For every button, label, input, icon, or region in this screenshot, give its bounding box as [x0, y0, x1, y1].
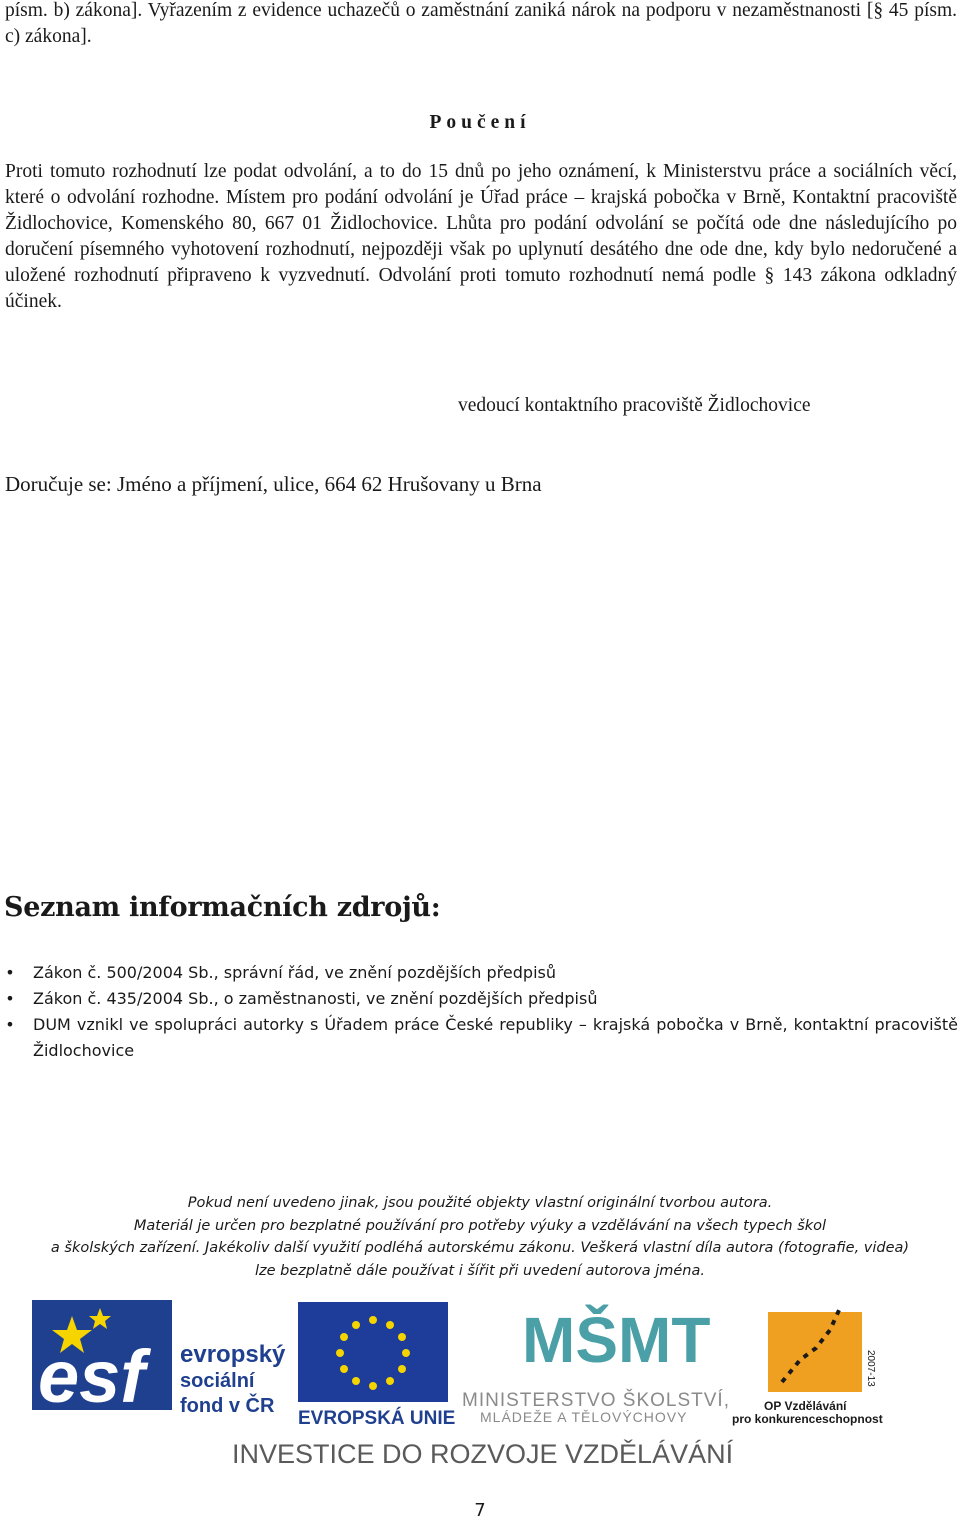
- bullet-icon: •: [5, 963, 15, 982]
- source-text: Zákon č. 435/2004 Sb., o zaměstnanosti, ve znění pozdějších předpisů: [33, 989, 598, 1008]
- esf-mark: esf: [38, 1335, 145, 1418]
- eu-label: EVROPSKÁ UNIE: [298, 1408, 456, 1429]
- op-years: 2007-13: [865, 1350, 876, 1387]
- op-line-2: pro konkurenceschopnost: [732, 1412, 883, 1426]
- source-text: Zákon č. 500/2004 Sb., správní řád, ve znění pozdějších předpisů: [33, 963, 556, 982]
- heading-pouceni: Poučení: [429, 112, 531, 133]
- list-item: [5, 986, 958, 1012]
- appeal-paragraph: Proti tomuto rozhodnutí lze podat odvolání, a to do 15 dnů po jeho oznámení, k Ministerstvu práce a sociálních věcí, které o odvolání rozhodne. Místem pro podání odvolání je Úřad práce – krajská pobočka v Brně, Kontaktní pracoviště Židlochovice, Komenského 80, 667 01 Židlochovice. Lhůta pro podání odvolání se počítá ode dne následujícího po doručení písemného vyhotovení rozhodnutí, nejpozději však po uplynutí desátého dne ode dne, kdy bylo nedoručené a uložené rozhodnutí připraveno k vyzvednutí. Odvolání proti tomuto rozhodnutí nemá podle § 143 zákona odkladný účinek.: [5, 161, 957, 312]
- list-item: [5, 960, 958, 986]
- msmt-mark: MŠMT: [522, 1304, 711, 1376]
- sources-list: [5, 960, 958, 1064]
- page-number: 7: [474, 1500, 486, 1521]
- esf-line-3: fond v ČR: [180, 1395, 275, 1417]
- disclaimer-line: Pokud není uvedeno jinak, jsou použité objekty vlastní originální tvorbou autora.: [187, 1195, 773, 1211]
- msmt-line-2: MLÁDEŽE A TĚLOVÝCHOVY: [480, 1409, 688, 1425]
- list-item: [5, 1012, 958, 1064]
- op-logo: [732, 1308, 883, 1426]
- esf-logo: [32, 1300, 286, 1418]
- signature-line: vedoucí kontaktního pracoviště Židlochovice: [458, 395, 811, 416]
- disclaimer-line: a školských zařízení. Jakékoliv další využití podléhá autorskému zákonu. Veškerá vlastní díla autora (fotografie, videa): [50, 1240, 910, 1256]
- disclaimer-line: lze bezplatně dále používat i šířit při uvedení autorova jména.: [255, 1262, 705, 1279]
- esf-line-1: evropský: [180, 1341, 286, 1368]
- logo-strip: [0, 1290, 960, 1480]
- bullet-icon: •: [5, 989, 15, 1008]
- bullet-icon: •: [5, 1015, 15, 1034]
- top-paragraph: písm. b) zákona]. Vyřazením z evidence uchazečů o zaměstnání zaniká nárok na podporu v nezaměstnanosti [§ 45 písm. c) zákona].: [5, 0, 957, 47]
- eu-logo: [298, 1302, 455, 1429]
- source-text: DUM vznikl ve spolupráci autorky s Úřadem práce České republiky – krajská pobočka v Brně, kontaktní pracoviště Židlochovice: [33, 1015, 958, 1060]
- disclaimer-line: Materiál je určen pro bezplatné používání pro potřeby výuky a vzdělávání na všech typech škol: [133, 1217, 827, 1234]
- op-line-1: OP Vzdělávání: [764, 1399, 847, 1413]
- sources-title: Seznam informačních zdrojů:: [4, 892, 441, 923]
- esf-line-2: sociální: [180, 1370, 255, 1392]
- investice-banner: INVESTICE DO ROZVOJE VZDĚLÁVÁNÍ: [232, 1439, 734, 1469]
- msmt-logo: [462, 1303, 730, 1425]
- delivery-line: Doručuje se: Jméno a příjmení, ulice, 664 62 Hrušovany u Brna: [5, 472, 542, 496]
- disclaimer: [0, 1192, 960, 1282]
- msmt-line-1: MINISTERSTVO ŠKOLSTVÍ,: [462, 1390, 730, 1411]
